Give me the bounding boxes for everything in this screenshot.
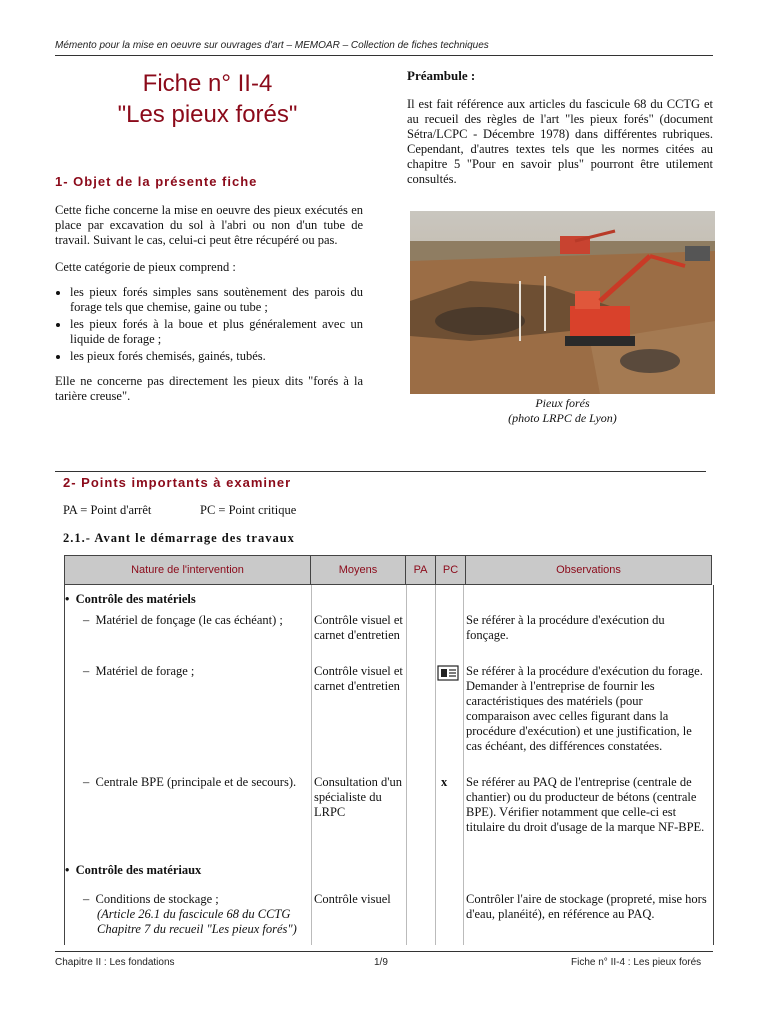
- col-header-pc: PC: [436, 556, 466, 585]
- section1-bullet-list: [55, 285, 363, 364]
- title-line-2: "Les pieux forés": [117, 101, 298, 128]
- col-header-moyens: Moyens: [311, 556, 406, 585]
- pc-mark: x: [441, 775, 448, 789]
- bullet-dot: •: [65, 592, 76, 606]
- running-header: Mémento pour la mise en oeuvre sur ouvrages d'art – MEMOAR – Collection de fiches techniques: [55, 40, 489, 51]
- pa-legend: PA = Point d'arrêt: [63, 503, 152, 517]
- group-label: Contrôle des matériaux: [75, 863, 202, 877]
- list-item: • les pieux forés à la boue et plus généralement avec un liquide de forage ;: [70, 317, 363, 347]
- list-item: • les pieux forés simples sans soutènement des parois du forage tels que chemise, gaine ou tube ;: [70, 285, 363, 315]
- header-rule: [55, 55, 713, 56]
- pc-legend: PC = Point critique: [200, 503, 297, 517]
- section1-title: 1- Objet de la présente fiche: [55, 174, 258, 189]
- col-divider: [406, 585, 407, 945]
- table-header-row: [64, 555, 712, 585]
- page-title: [55, 68, 360, 130]
- dash: –: [83, 775, 96, 789]
- row-moyens: Contrôle visuel: [314, 892, 391, 906]
- dash: –: [83, 613, 96, 627]
- bullet-dot: •: [65, 863, 76, 877]
- section1-para1: Cette fiche concerne la mise en oeuvre des pieux exécutés en place par excavation du sol à l'abri ou non d'un tube de travail. Suivant le cas, celui-ci peut être récupéré ou pas.: [55, 203, 363, 247]
- site-photo: [410, 211, 715, 394]
- subsection-title: 2.1.- Avant le démarrage des travaux: [63, 531, 295, 545]
- footer-right: Fiche n° II-4 : Les pieux forés: [571, 957, 702, 968]
- row-reference-2: Chapitre 7 du recueil "Les pieux forés"): [97, 922, 297, 936]
- row-moyens: Contrôle visuel et carnet d'entretien: [314, 613, 403, 642]
- section1-para2: Cette catégorie de pieux comprend :: [55, 260, 236, 274]
- row-moyens: Consultation d'un spécialiste du LRPC: [314, 775, 403, 819]
- table-row: [83, 664, 309, 679]
- group-title-materiaux: [65, 863, 201, 878]
- obs-line: Se référer à la procédure d'exécution du forage.: [466, 664, 703, 678]
- row-moyens: Contrôle visuel et carnet d'entretien: [314, 664, 403, 693]
- col-header-pa: PA: [406, 556, 436, 585]
- row-reference-1: (Article 26.1 du fascicule 68 du CCTG: [97, 907, 291, 921]
- row-observations: [466, 664, 708, 754]
- row-observations: Contrôler l'aire de stockage (propreté, mise hors d'eau, planéité), en référence au PAQ.: [466, 892, 707, 921]
- obs-line: Demander à l'entreprise de fournir les caractéristiques des matériels (pour comparaison avec celles figurant dans la procédure d'exécution) et une justification, le cas échéant, des différences constatées.: [466, 679, 692, 753]
- caption-line-1: Pieux forés: [535, 396, 590, 410]
- photo-caption: [410, 396, 715, 426]
- row-observations: Se référer à la procédure d'exécution du fonçage.: [466, 613, 665, 642]
- group-title-materiels: [65, 592, 196, 607]
- caption-line-2: (photo LRPC de Lyon): [508, 411, 617, 425]
- col-divider: [311, 585, 312, 945]
- group-label: Contrôle des matériels: [75, 592, 196, 606]
- col-divider: [435, 585, 436, 945]
- section-rule: [55, 471, 706, 472]
- preambule-text: Il est fait référence aux articles du fascicule 68 du CCTG et au recueil des règles de l'art "les pieux forés" (document Sétra/LCPC - Décembre 1978) dans différentes rubriques. Cependant, d'autres textes tels que les normes citées au chapitre 5 "Pour en savoir plus" pourront être utilement consultés.: [407, 97, 713, 186]
- page-number: 1/9: [374, 957, 388, 968]
- col-header-observations: Observations: [466, 556, 712, 585]
- title-line-1: Fiche n° II-4: [142, 70, 273, 97]
- dash: –: [83, 892, 96, 906]
- preambule-title: Préambule :: [407, 68, 476, 83]
- dash: –: [83, 664, 96, 678]
- row-nature: Conditions de stockage ;: [95, 892, 219, 906]
- footer-rule: [55, 951, 713, 952]
- table-row: [83, 892, 309, 937]
- row-nature: Matériel de forage ;: [95, 664, 195, 678]
- stop-point-icon: [437, 664, 461, 682]
- row-observations: Se référer au PAQ de l'entreprise (centrale de chantier) ou du producteur de bétons (centrale BPE). Vérifier notamment que celle-ci est titulaire du droit d'usage de la marque NF-BPE.: [466, 775, 705, 834]
- col-divider: [463, 585, 464, 945]
- footer-left: Chapitre II : Les fondations: [55, 957, 175, 968]
- section1-para3: Elle ne concerne pas directement les pieux dits "forés à la tarière creuse".: [55, 374, 363, 403]
- col-header-nature: Nature de l'intervention: [65, 556, 311, 585]
- section2-title: 2- Points importants à examiner: [63, 475, 292, 490]
- section1-body: [55, 203, 363, 404]
- table-row: [83, 613, 309, 628]
- row-nature: Centrale BPE (principale et de secours).: [95, 775, 297, 789]
- table-body: [64, 585, 714, 945]
- list-item: • les pieux forés chemisés, gainés, tubés.: [70, 349, 363, 364]
- table-row: [83, 775, 309, 790]
- row-nature: Matériel de fonçage (le cas échéant) ;: [95, 613, 283, 627]
